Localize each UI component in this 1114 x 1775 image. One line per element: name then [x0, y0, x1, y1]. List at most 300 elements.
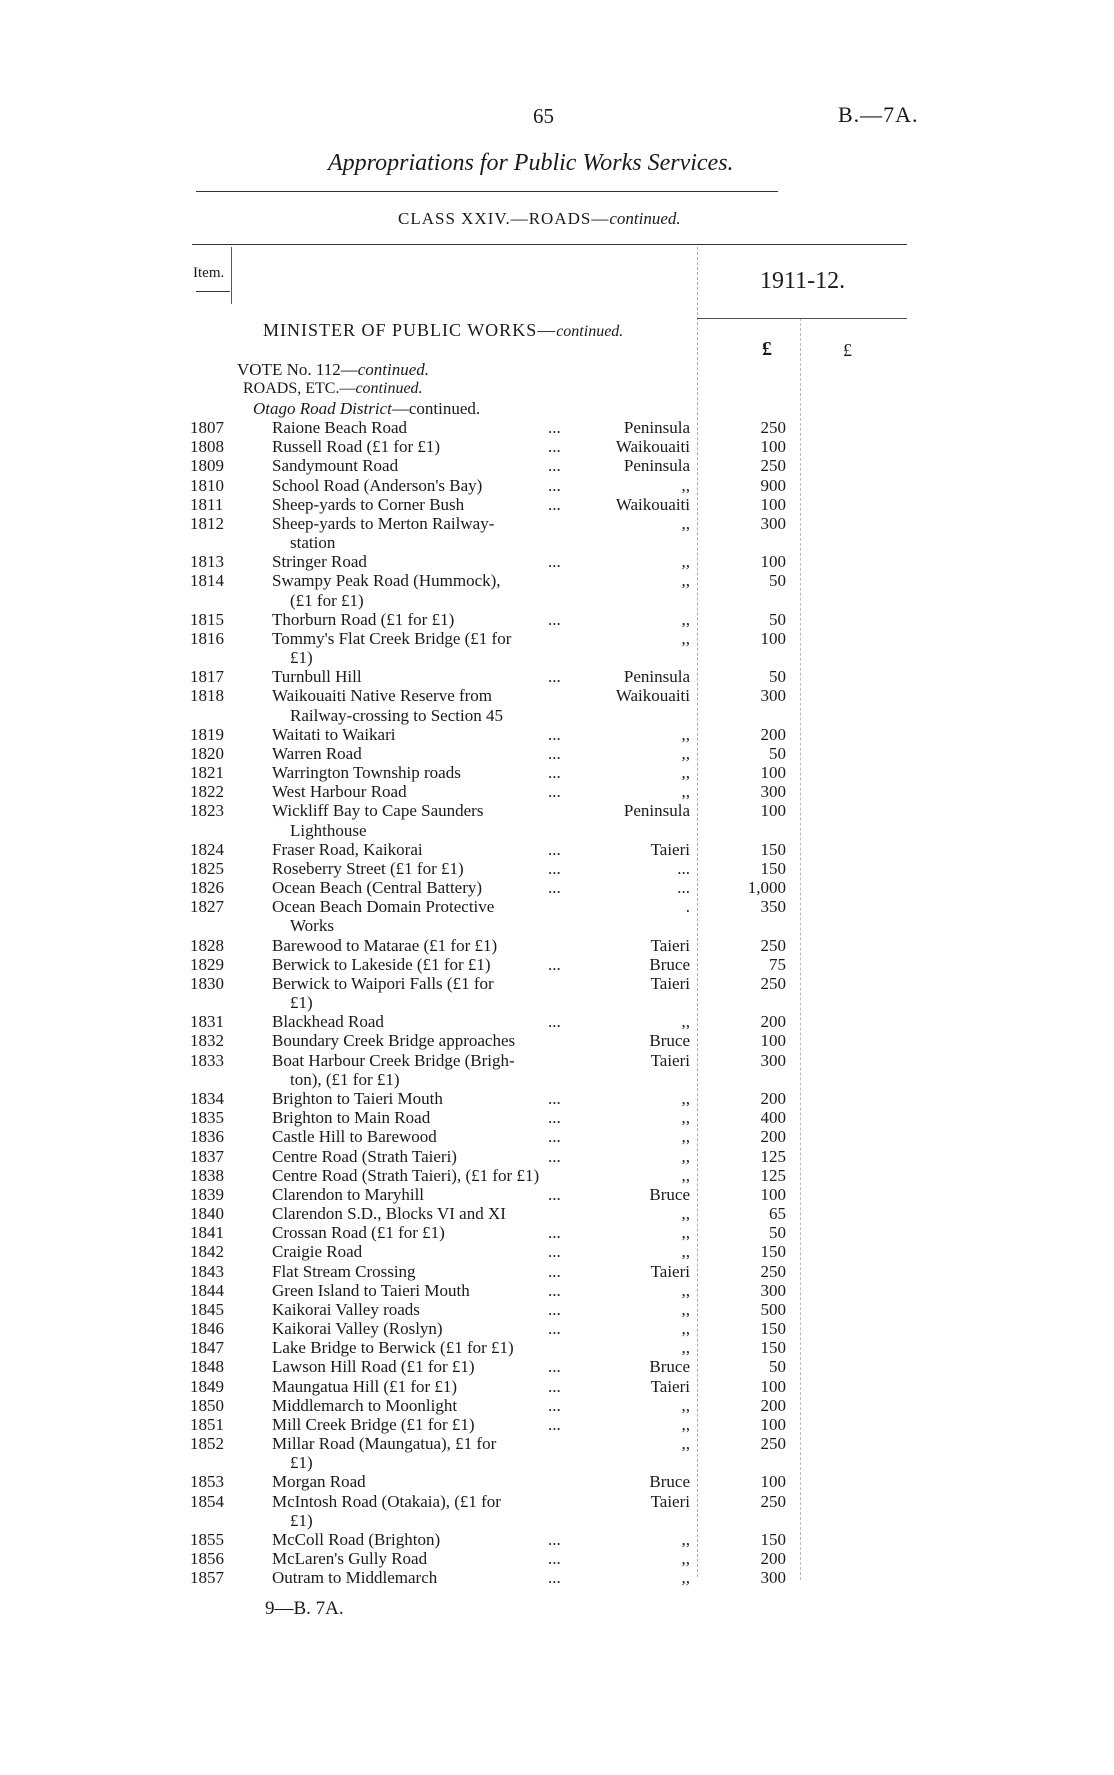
item-column-divider — [231, 247, 232, 304]
item-header-rule — [196, 291, 230, 292]
item-amount: 350 — [760, 897, 786, 917]
table-row — [0, 744, 1114, 763]
item-number: 1830 — [190, 973, 224, 993]
item-amount: 300 — [760, 1568, 786, 1588]
table-row-continuation — [0, 648, 1114, 667]
item-number: 1854 — [190, 1491, 224, 1511]
item-amount: 125 — [760, 1146, 786, 1166]
leader-dots: ... — [548, 1184, 561, 1204]
table-row — [0, 1319, 1114, 1338]
item-number: 1828 — [190, 935, 224, 955]
item-name: Sheep-yards to Corner Bush — [272, 494, 465, 514]
item-location: Taieri — [650, 1050, 690, 1070]
item-name: Turnbull Hill — [272, 667, 362, 687]
item-amount: 500 — [760, 1299, 786, 1319]
item-amount: 50 — [769, 609, 786, 629]
title-rule — [196, 191, 778, 192]
item-amount: 250 — [760, 1434, 786, 1453]
leader-dots: ... — [548, 724, 561, 744]
table-row — [0, 1051, 1114, 1070]
leader-dots: ... — [548, 763, 561, 783]
table-row — [0, 1166, 1114, 1185]
item-name: Kaikorai Valley (Roslyn) — [272, 1319, 443, 1338]
table-row — [0, 1472, 1114, 1491]
item-location: Bruce — [649, 1031, 690, 1051]
table-row — [0, 514, 1114, 533]
table-row — [0, 1127, 1114, 1146]
item-name: Works — [290, 916, 334, 936]
item-location: ,, — [681, 1165, 690, 1185]
item-location: ,, — [681, 552, 690, 572]
item-location: . — [685, 897, 690, 917]
item-amount: 100 — [760, 552, 786, 572]
item-location: ,, — [681, 1146, 690, 1166]
vote-heading-text: VOTE No. 112— — [237, 360, 358, 379]
leader-dots: ... — [548, 1127, 561, 1147]
item-number: 1824 — [190, 839, 224, 859]
item-location: Peninsula — [623, 456, 690, 476]
item-amount: 300 — [760, 513, 786, 533]
table-row — [0, 1338, 1114, 1357]
item-name: Millar Road (Maungatua), £1 for — [272, 1434, 497, 1453]
table-row-continuation — [0, 993, 1114, 1012]
table-row-continuation — [0, 1453, 1114, 1472]
item-name: Thorburn Road (£1 for £1) — [272, 609, 455, 629]
item-amount: 1,000 — [747, 878, 786, 898]
item-name: Roseberry Street (£1 for £1) — [272, 858, 464, 878]
item-number: 1840 — [190, 1204, 224, 1223]
item-number: 1856 — [190, 1549, 224, 1568]
item-number: 1827 — [190, 897, 224, 917]
table-row — [0, 897, 1114, 916]
item-number: 1813 — [190, 552, 224, 572]
item-number: 1823 — [190, 801, 224, 821]
leader-dots: ... — [548, 1376, 561, 1396]
item-name: station — [290, 533, 336, 552]
item-location: ,, — [681, 763, 690, 783]
item-amount: 200 — [760, 1127, 786, 1147]
table-row — [0, 782, 1114, 801]
item-amount: 100 — [760, 1184, 786, 1204]
item-amount: 75 — [769, 954, 786, 974]
item-location: ,, — [681, 1127, 690, 1147]
item-name: Boundary Creek Bridge approaches — [272, 1031, 516, 1051]
document-reference: B.—7A. — [838, 102, 919, 127]
item-name: £1) — [290, 1510, 313, 1530]
item-number: 1820 — [190, 743, 224, 763]
item-location: ,, — [681, 1529, 690, 1549]
item-amount: 150 — [760, 839, 786, 859]
item-name: Ocean Beach (Central Battery) — [272, 878, 483, 898]
item-location: Bruce — [649, 1357, 690, 1377]
table-row — [0, 1242, 1114, 1261]
item-name: (£1 for £1) — [290, 590, 364, 610]
item-amount: 250 — [760, 1261, 786, 1281]
item-location: Bruce — [649, 1472, 690, 1492]
item-number: 1847 — [190, 1338, 224, 1358]
table-row-continuation — [0, 916, 1114, 935]
table-row — [0, 1357, 1114, 1376]
class-heading-continued: continued. — [609, 209, 681, 228]
item-amount: 65 — [769, 1204, 786, 1223]
item-location: ,, — [681, 1414, 690, 1434]
item-name: Lighthouse — [290, 820, 367, 840]
item-number: 1852 — [190, 1434, 224, 1453]
item-amount: 900 — [760, 475, 786, 495]
item-name: Sandymount Road — [272, 456, 399, 476]
district-heading-text: Otago Road District — [253, 399, 392, 418]
item-number: 1808 — [190, 437, 224, 457]
item-location: ,, — [681, 1319, 690, 1338]
leader-dots: ... — [548, 437, 561, 457]
table-row-continuation — [0, 821, 1114, 840]
table-row-continuation — [0, 533, 1114, 552]
item-name: Sheep-yards to Merton Railway- — [272, 513, 495, 533]
item-location: ,, — [681, 1012, 690, 1032]
item-name: Warren Road — [272, 743, 362, 763]
table-row — [0, 418, 1114, 437]
item-name: Raione Beach Road — [272, 418, 408, 437]
item-amount: 125 — [760, 1165, 786, 1185]
leader-dots: ... — [548, 1108, 561, 1128]
item-number: 1816 — [190, 628, 224, 648]
item-location: Peninsula — [623, 418, 690, 437]
roads-heading — [243, 380, 423, 398]
item-name: Russell Road (£1 for £1) — [272, 437, 441, 457]
pound-symbol-amount: £ — [762, 338, 772, 360]
leader-dots: ... — [548, 1012, 561, 1032]
class-heading-text: CLASS XXIV.—ROADS— — [398, 209, 610, 228]
item-amount: 300 — [760, 1280, 786, 1300]
item-amount: 200 — [760, 1395, 786, 1415]
table-row — [0, 840, 1114, 859]
table-row — [0, 1530, 1114, 1549]
item-name: Waitati to Waikari — [272, 724, 396, 744]
item-name: Tommy's Flat Creek Bridge (£1 for — [272, 628, 512, 648]
item-number: 1845 — [190, 1299, 224, 1319]
table-row — [0, 1089, 1114, 1108]
item-name: Middlemarch to Moonlight — [272, 1395, 458, 1415]
item-location: ,, — [681, 1568, 690, 1588]
item-number: 1851 — [190, 1414, 224, 1434]
table-row — [0, 495, 1114, 514]
leader-dots: ... — [548, 1357, 561, 1377]
item-amount: 150 — [760, 1338, 786, 1358]
item-name: Morgan Road — [272, 1472, 366, 1492]
item-name: Maungatua Hill (£1 for £1) — [272, 1376, 458, 1396]
item-name: Blackhead Road — [272, 1012, 384, 1032]
item-name: ton), (£1 for £1) — [290, 1069, 400, 1089]
item-name: Outram to Middlemarch — [272, 1568, 438, 1588]
item-location: Bruce — [649, 1184, 690, 1204]
item-amount: 200 — [760, 1012, 786, 1032]
item-number: 1822 — [190, 782, 224, 802]
item-location: Taieri — [650, 839, 690, 859]
leader-dots: ... — [548, 1089, 561, 1108]
item-name: Centre Road (Strath Taieri), (£1 for £1) — [272, 1165, 540, 1185]
item-location: ,, — [681, 782, 690, 802]
leader-dots: ... — [548, 1261, 561, 1281]
item-location: Waikouaiti — [615, 494, 690, 514]
item-location: ,, — [681, 743, 690, 763]
table-row — [0, 1492, 1114, 1511]
item-name: Stringer Road — [272, 552, 367, 572]
item-location: ,, — [681, 1280, 690, 1300]
leader-dots: ... — [548, 743, 561, 763]
item-location: Peninsula — [623, 667, 690, 687]
item-number: 1853 — [190, 1472, 224, 1492]
table-row — [0, 1415, 1114, 1434]
table-row — [0, 476, 1114, 495]
pound-symbol-total: £ — [843, 340, 852, 360]
district-heading-continued: —continued. — [391, 399, 481, 418]
page-signature: 9—B. 7A. — [265, 1598, 344, 1619]
table-row — [0, 1012, 1114, 1031]
item-number: 1812 — [190, 513, 224, 533]
item-location: ,, — [681, 1338, 690, 1358]
item-number: 1835 — [190, 1108, 224, 1128]
item-amount: 150 — [760, 858, 786, 878]
item-location: ,, — [681, 1089, 690, 1108]
item-amount: 300 — [760, 782, 786, 802]
item-location: ,, — [681, 628, 690, 648]
item-amount: 300 — [760, 1050, 786, 1070]
item-name: Clarendon S.D., Blocks VI and XI — [272, 1204, 506, 1223]
item-location: ,, — [681, 724, 690, 744]
item-location: Taieri — [650, 935, 690, 955]
item-amount: 50 — [769, 571, 786, 591]
item-number: 1857 — [190, 1568, 224, 1588]
item-name: Berwick to Lakeside (£1 for £1) — [272, 954, 491, 974]
item-name: £1) — [290, 648, 313, 667]
table-row — [0, 1281, 1114, 1300]
item-amount: 100 — [760, 1031, 786, 1051]
item-location: ,, — [681, 1204, 690, 1223]
leader-dots: ... — [548, 609, 561, 629]
item-location: Bruce — [649, 954, 690, 974]
item-number: 1825 — [190, 858, 224, 878]
table-row — [0, 629, 1114, 648]
item-amount: 250 — [760, 1491, 786, 1511]
item-name: Berwick to Waipori Falls (£1 for — [272, 973, 494, 993]
table-row — [0, 552, 1114, 571]
item-number: 1836 — [190, 1127, 224, 1147]
item-number: 1849 — [190, 1376, 224, 1396]
item-amount: 50 — [769, 743, 786, 763]
item-amount: 250 — [760, 456, 786, 476]
item-number: 1837 — [190, 1146, 224, 1166]
table-row — [0, 667, 1114, 686]
table-row — [0, 801, 1114, 820]
item-number: 1834 — [190, 1089, 224, 1108]
item-amount: 100 — [760, 801, 786, 821]
item-name: Railway-crossing to Section 45 — [290, 705, 503, 725]
table-row-continuation — [0, 1511, 1114, 1530]
item-column-header: Item. — [193, 265, 225, 281]
item-number: 1818 — [190, 686, 224, 706]
item-name: Craigie Road — [272, 1242, 363, 1262]
leader-dots: ... — [548, 858, 561, 878]
table-row — [0, 878, 1114, 897]
item-location: ,, — [681, 1434, 690, 1453]
item-number: 1842 — [190, 1242, 224, 1262]
item-name: West Harbour Road — [272, 782, 407, 802]
item-amount: 100 — [760, 437, 786, 457]
table-row — [0, 763, 1114, 782]
item-location: Waikouaiti — [615, 437, 690, 457]
item-name: Flat Stream Crossing — [272, 1261, 416, 1281]
item-location: Taieri — [650, 1261, 690, 1281]
item-location: ,, — [681, 1223, 690, 1243]
leader-dots: ... — [548, 1529, 561, 1549]
item-location: ,, — [681, 1299, 690, 1319]
item-number: 1850 — [190, 1395, 224, 1415]
leader-dots: ... — [548, 667, 561, 687]
leader-dots: ... — [548, 494, 561, 514]
item-amount: 150 — [760, 1319, 786, 1338]
item-name: Brighton to Taieri Mouth — [272, 1089, 443, 1108]
table-row — [0, 725, 1114, 744]
item-amount: 300 — [760, 686, 786, 706]
item-number: 1829 — [190, 954, 224, 974]
leader-dots: ... — [548, 1319, 561, 1338]
item-number: 1811 — [190, 494, 224, 514]
item-number: 1821 — [190, 763, 224, 783]
item-amount: 250 — [760, 418, 786, 437]
item-location: ... — [677, 858, 690, 878]
page-number: 65 — [533, 104, 554, 128]
item-amount: 400 — [760, 1108, 786, 1128]
leader-dots: ... — [548, 782, 561, 802]
item-number: 1826 — [190, 878, 224, 898]
item-number: 1855 — [190, 1529, 224, 1549]
item-name: Green Island to Taieri Mouth — [272, 1280, 470, 1300]
leader-dots: ... — [548, 1299, 561, 1319]
item-amount: 200 — [760, 724, 786, 744]
leader-dots: ... — [548, 1549, 561, 1568]
item-number: 1807 — [190, 418, 224, 437]
item-amount: 50 — [769, 1357, 786, 1377]
table-row — [0, 1300, 1114, 1319]
table-row — [0, 571, 1114, 590]
item-name: McLaren's Gully Road — [272, 1549, 428, 1568]
vote-heading-continued: continued. — [357, 360, 430, 379]
item-amount: 250 — [760, 973, 786, 993]
page-title: Appropriations for Public Works Services. — [328, 150, 734, 176]
item-number: 1841 — [190, 1223, 224, 1243]
roads-heading-continued: continued. — [355, 380, 423, 397]
item-location: ,, — [681, 1242, 690, 1262]
item-number: 1832 — [190, 1031, 224, 1051]
table-row — [0, 1108, 1114, 1127]
item-name: Kaikorai Valley roads — [272, 1299, 420, 1319]
item-location: ,, — [681, 475, 690, 495]
item-number: 1843 — [190, 1261, 224, 1281]
item-location: ,, — [681, 609, 690, 629]
table-row — [0, 610, 1114, 629]
leader-dots: ... — [548, 418, 561, 437]
item-name: Boat Harbour Creek Bridge (Brigh- — [272, 1050, 515, 1070]
item-location: Peninsula — [623, 801, 690, 821]
leader-dots: ... — [548, 1242, 561, 1262]
minister-heading-continued: continued. — [556, 323, 624, 340]
item-location: ... — [677, 878, 690, 898]
item-amount: 150 — [760, 1242, 786, 1262]
item-name: Mill Creek Bridge (£1 for £1) — [272, 1414, 475, 1434]
item-name: Fraser Road, Kaikorai — [272, 839, 423, 859]
table-row — [0, 1031, 1114, 1050]
table-row — [0, 974, 1114, 993]
minister-heading-text: MINISTER OF PUBLIC WORKS— — [263, 320, 557, 340]
year-header-rule — [697, 318, 907, 319]
item-name: McColl Road (Brighton) — [272, 1529, 441, 1549]
item-amount: 200 — [760, 1089, 786, 1108]
year-column-header: 1911-12. — [760, 268, 846, 294]
item-amount: 100 — [760, 1376, 786, 1396]
table-row — [0, 456, 1114, 475]
item-number: 1844 — [190, 1280, 224, 1300]
item-name: McIntosh Road (Otakaia), (£1 for — [272, 1491, 501, 1511]
item-location: ,, — [681, 571, 690, 591]
item-name: Ocean Beach Domain Protective — [272, 897, 495, 917]
item-name: School Road (Anderson's Bay) — [272, 475, 483, 495]
table-row — [0, 437, 1114, 456]
roads-heading-text: ROADS, ETC.— — [243, 380, 356, 397]
leader-dots: ... — [548, 1146, 561, 1166]
item-name: Waikouaiti Native Reserve from — [272, 686, 493, 706]
table-row — [0, 1434, 1114, 1453]
vote-heading — [237, 360, 429, 380]
item-location: ,, — [681, 513, 690, 533]
item-amount: 150 — [760, 1529, 786, 1549]
item-name: £1) — [290, 1453, 313, 1473]
leader-dots: ... — [548, 1280, 561, 1300]
item-number: 1838 — [190, 1165, 224, 1185]
item-amount: 250 — [760, 935, 786, 955]
table-row — [0, 859, 1114, 878]
item-name: £1) — [290, 993, 313, 1013]
table-row — [0, 936, 1114, 955]
table-row — [0, 686, 1114, 705]
leader-dots: ... — [548, 1395, 561, 1415]
table-row — [0, 955, 1114, 974]
item-amount: 100 — [760, 628, 786, 648]
item-number: 1817 — [190, 667, 224, 687]
item-amount: 100 — [760, 1472, 786, 1492]
table-row-continuation — [0, 1070, 1114, 1089]
item-amount: 100 — [760, 494, 786, 514]
item-amount: 100 — [760, 1414, 786, 1434]
leader-dots: ... — [548, 1223, 561, 1243]
table-row — [0, 1185, 1114, 1204]
leader-dots: ... — [548, 878, 561, 898]
item-location: Taieri — [650, 973, 690, 993]
item-name: Lawson Hill Road (£1 for £1) — [272, 1357, 475, 1377]
item-amount: 100 — [760, 763, 786, 783]
table-row — [0, 1549, 1114, 1568]
item-number: 1839 — [190, 1184, 224, 1204]
item-location: Waikouaiti — [615, 686, 690, 706]
table-row — [0, 1568, 1114, 1587]
item-name: Clarendon to Maryhill — [272, 1184, 425, 1204]
table-row — [0, 1262, 1114, 1281]
item-amount: 200 — [760, 1549, 786, 1568]
leader-dots: ... — [548, 839, 561, 859]
item-location: ,, — [681, 1108, 690, 1128]
item-amount: 50 — [769, 667, 786, 687]
item-name: Brighton to Main Road — [272, 1108, 431, 1128]
table-top-rule — [192, 244, 907, 245]
